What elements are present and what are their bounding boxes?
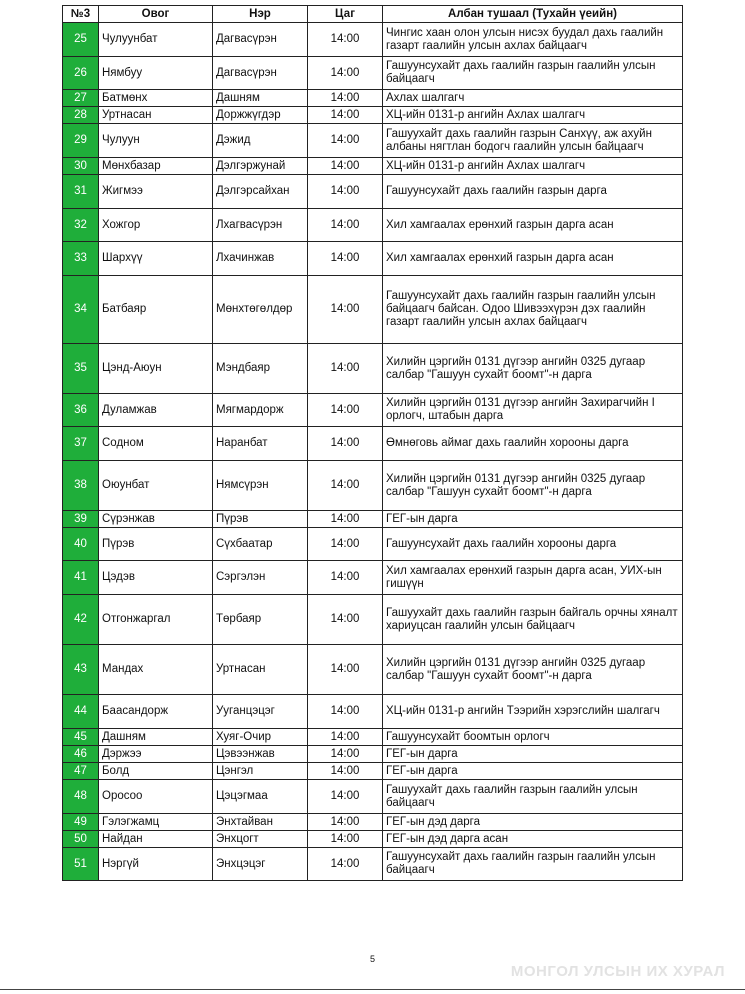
- row-number: 26: [63, 57, 99, 90]
- time-cell: 14:00: [308, 344, 383, 394]
- name-cell: Дагвасүрэн: [213, 23, 308, 57]
- row-number: 42: [63, 595, 99, 645]
- position-cell: Хилийн цэргийн 0131 дүгээр ангийн 0325 дугаар салбар "Гашуун сухайт боомт"-н дарга: [383, 645, 683, 695]
- surname-cell: Мөнхбазар: [99, 158, 213, 175]
- name-cell: Дэжид: [213, 124, 308, 158]
- time-cell: 14:00: [308, 511, 383, 528]
- time-cell: 14:00: [308, 763, 383, 780]
- table-row: [63, 394, 683, 427]
- name-cell: Пүрэв: [213, 511, 308, 528]
- surname-cell: Дэржээ: [99, 746, 213, 763]
- row-number: 37: [63, 427, 99, 461]
- name-cell: Цэцэгмаа: [213, 780, 308, 814]
- table-row: [63, 528, 683, 561]
- surname-cell: Шархүү: [99, 242, 213, 276]
- row-number: 33: [63, 242, 99, 276]
- row-number: 36: [63, 394, 99, 427]
- name-cell: Ууганцэцэг: [213, 695, 308, 729]
- row-number: 49: [63, 814, 99, 831]
- row-number: 50: [63, 831, 99, 848]
- row-number: 31: [63, 175, 99, 209]
- name-cell: Доржжүгдэр: [213, 107, 308, 124]
- table-row: [63, 595, 683, 645]
- time-cell: 14:00: [308, 461, 383, 511]
- row-number: 25: [63, 23, 99, 57]
- position-cell: Гашуунсухайт дахь гаалийн газрын гаалийн улсын байцаагч байсан. Одоо Шивээхүрэн дэх гаалийн газарт гаалийн улсын ахлах байцаагч: [383, 276, 683, 344]
- name-cell: Нямсүрэн: [213, 461, 308, 511]
- table-row: [63, 511, 683, 528]
- row-number: 48: [63, 780, 99, 814]
- name-cell: Энхцэцэг: [213, 848, 308, 881]
- surname-cell: Нямбуу: [99, 57, 213, 90]
- surname-cell: Найдан: [99, 831, 213, 848]
- header-number: №3: [63, 6, 99, 23]
- position-cell: Гашуухайт дахь гаалийн газрын гаалийн улсын байцаагч: [383, 780, 683, 814]
- row-number: 39: [63, 511, 99, 528]
- position-cell: Гашуунсухайт дахь гаалийн газрын дарга: [383, 175, 683, 209]
- time-cell: 14:00: [308, 57, 383, 90]
- surname-cell: Баасандорж: [99, 695, 213, 729]
- name-cell: Сэргэлэн: [213, 561, 308, 595]
- surname-cell: Цэнд-Аюун: [99, 344, 213, 394]
- table-row: [63, 814, 683, 831]
- table-row: [63, 848, 683, 881]
- name-cell: Дашням: [213, 90, 308, 107]
- surname-cell: Пүрэв: [99, 528, 213, 561]
- position-cell: ХЦ-ийн 0131-р ангийн Ахлах шалгагч: [383, 158, 683, 175]
- position-cell: Гашуунсухайт дахь гаалийн хорооны дарга: [383, 528, 683, 561]
- table-row: [63, 831, 683, 848]
- time-cell: 14:00: [308, 90, 383, 107]
- table-row: [63, 276, 683, 344]
- time-cell: 14:00: [308, 427, 383, 461]
- surname-cell: Нэргүй: [99, 848, 213, 881]
- table-row: [63, 344, 683, 394]
- table-row: [63, 107, 683, 124]
- name-cell: Уртнасан: [213, 645, 308, 695]
- header-position: Албан тушаал (Тухайн үеийн): [383, 6, 683, 23]
- table-row: [63, 57, 683, 90]
- row-number: 29: [63, 124, 99, 158]
- name-cell: Цэнгэл: [213, 763, 308, 780]
- table-row: [63, 23, 683, 57]
- surname-cell: Сүрэнжав: [99, 511, 213, 528]
- surname-cell: Оюунбат: [99, 461, 213, 511]
- time-cell: 14:00: [308, 528, 383, 561]
- surname-cell: Жигмээ: [99, 175, 213, 209]
- surname-cell: Гэлэгжамц: [99, 814, 213, 831]
- table-header-row: [63, 6, 683, 23]
- row-number: 34: [63, 276, 99, 344]
- position-cell: ГЕГ-ын дарга: [383, 511, 683, 528]
- position-cell: ХЦ-ийн 0131-р ангийн Ахлах шалгагч: [383, 107, 683, 124]
- surname-cell: Хожгор: [99, 209, 213, 242]
- time-cell: 14:00: [308, 831, 383, 848]
- surname-cell: Цэдэв: [99, 561, 213, 595]
- header-name: Нэр: [213, 6, 308, 23]
- surname-cell: Чулуун: [99, 124, 213, 158]
- time-cell: 14:00: [308, 175, 383, 209]
- table-row: [63, 461, 683, 511]
- header-surname: Овог: [99, 6, 213, 23]
- position-cell: Ахлах шалгагч: [383, 90, 683, 107]
- position-cell: Гашуухайт дахь гаалийн газрын Санхүү, аж ахуйн албаны нягтлан бодогч гаалийн улсын байцаагч: [383, 124, 683, 158]
- name-cell: Энхтайван: [213, 814, 308, 831]
- time-cell: 14:00: [308, 595, 383, 645]
- row-number: 35: [63, 344, 99, 394]
- surname-cell: Чулуунбат: [99, 23, 213, 57]
- surname-cell: Отгонжаргал: [99, 595, 213, 645]
- time-cell: 14:00: [308, 23, 383, 57]
- position-cell: Хилийн цэргийн 0131 дүгээр ангийн Захирагчийн I орлогч, штабын дарга: [383, 394, 683, 427]
- position-cell: Хил хамгаалах ерөнхий газрын дарга асан: [383, 209, 683, 242]
- table-body: [63, 23, 683, 881]
- time-cell: 14:00: [308, 276, 383, 344]
- row-number: 38: [63, 461, 99, 511]
- table-row: [63, 645, 683, 695]
- position-cell: Хил хамгаалах ерөнхий газрын дарга асан: [383, 242, 683, 276]
- table-row: [63, 729, 683, 746]
- row-number: 43: [63, 645, 99, 695]
- time-cell: 14:00: [308, 209, 383, 242]
- bottom-rule: [0, 989, 745, 990]
- header-time: Цаг: [308, 6, 383, 23]
- name-cell: Лхагвасүрэн: [213, 209, 308, 242]
- name-cell: Дэлгэрсайхан: [213, 175, 308, 209]
- table-row: [63, 695, 683, 729]
- surname-cell: Батмөнх: [99, 90, 213, 107]
- time-cell: 14:00: [308, 158, 383, 175]
- time-cell: 14:00: [308, 848, 383, 881]
- time-cell: 14:00: [308, 814, 383, 831]
- table-row: [63, 763, 683, 780]
- name-cell: Төрбаяр: [213, 595, 308, 645]
- name-cell: Дэлгэржунай: [213, 158, 308, 175]
- name-cell: Цэвээнжав: [213, 746, 308, 763]
- position-cell: ГЕГ-ын дарга: [383, 763, 683, 780]
- row-number: 32: [63, 209, 99, 242]
- surname-cell: Уртнасан: [99, 107, 213, 124]
- position-cell: Хил хамгаалах ерөнхий газрын дарга асан, УИХ-ын гишүүн: [383, 561, 683, 595]
- surname-cell: Болд: [99, 763, 213, 780]
- page-number: 5: [369, 954, 375, 964]
- position-cell: Гашуунсухайт дахь гаалийн газрын гаалийн улсын байцаагч: [383, 848, 683, 881]
- name-cell: Мөнхтөгөлдөр: [213, 276, 308, 344]
- row-number: 28: [63, 107, 99, 124]
- time-cell: 14:00: [308, 695, 383, 729]
- table-row: [63, 209, 683, 242]
- table-row: [63, 780, 683, 814]
- row-number: 30: [63, 158, 99, 175]
- name-cell: Лхачинжав: [213, 242, 308, 276]
- name-cell: Наранбат: [213, 427, 308, 461]
- position-cell: Хилийн цэргийн 0131 дүгээр ангийн 0325 дугаар салбар "Гашуун сухайт боомт"-н дарга: [383, 344, 683, 394]
- time-cell: 14:00: [308, 561, 383, 595]
- name-cell: Дагвасүрэн: [213, 57, 308, 90]
- table-row: [63, 90, 683, 107]
- position-cell: ГЕГ-ын дэд дарга асан: [383, 831, 683, 848]
- surname-cell: Оросоо: [99, 780, 213, 814]
- table-row: [63, 124, 683, 158]
- position-cell: Гашуунсухайт боомтын орлогч: [383, 729, 683, 746]
- name-cell: Мягмардорж: [213, 394, 308, 427]
- table-row: [63, 175, 683, 209]
- surname-cell: Дуламжав: [99, 394, 213, 427]
- position-cell: Гашуухайт дахь гаалийн газрын байгаль орчны хяналт хариуцсан гаалийн улсын байцаагч: [383, 595, 683, 645]
- surname-cell: Батбаяр: [99, 276, 213, 344]
- row-number: 51: [63, 848, 99, 881]
- position-cell: ГЕГ-ын дэд дарга: [383, 814, 683, 831]
- time-cell: 14:00: [308, 729, 383, 746]
- row-number: 40: [63, 528, 99, 561]
- time-cell: 14:00: [308, 242, 383, 276]
- surname-cell: Мандах: [99, 645, 213, 695]
- watermark: МОНГОЛ УЛСЫН ИХ ХУРАЛ: [510, 963, 725, 980]
- position-cell: ГЕГ-ын дарга: [383, 746, 683, 763]
- time-cell: 14:00: [308, 746, 383, 763]
- table-row: [63, 242, 683, 276]
- time-cell: 14:00: [308, 780, 383, 814]
- surname-cell: Содном: [99, 427, 213, 461]
- position-cell: Хилийн цэргийн 0131 дүгээр ангийн 0325 дугаар салбар "Гашуун сухайт боомт"-н дарга: [383, 461, 683, 511]
- table-row: [63, 158, 683, 175]
- time-cell: 14:00: [308, 394, 383, 427]
- row-number: 44: [63, 695, 99, 729]
- position-cell: Өмнөговь аймаг дахь гаалийн хорооны дарга: [383, 427, 683, 461]
- table-row: [63, 427, 683, 461]
- time-cell: 14:00: [308, 645, 383, 695]
- table-row: [63, 746, 683, 763]
- name-cell: Хуяг-Очир: [213, 729, 308, 746]
- row-number: 41: [63, 561, 99, 595]
- row-number: 27: [63, 90, 99, 107]
- name-cell: Мэндбаяр: [213, 344, 308, 394]
- time-cell: 14:00: [308, 124, 383, 158]
- table-row: [63, 561, 683, 595]
- surname-cell: Дашням: [99, 729, 213, 746]
- name-cell: Сүхбаатар: [213, 528, 308, 561]
- name-cell: Энхцогт: [213, 831, 308, 848]
- row-number: 45: [63, 729, 99, 746]
- position-cell: ХЦ-ийн 0131-р ангийн Тээрийн хэрэгслийн шалгагч: [383, 695, 683, 729]
- roster-table: [62, 5, 683, 881]
- time-cell: 14:00: [308, 107, 383, 124]
- row-number: 46: [63, 746, 99, 763]
- position-cell: Чингис хаан олон улсын нисэх буудал дахь гаалийн газарт гаалийн улсын ахлах байцаагч: [383, 23, 683, 57]
- row-number: 47: [63, 763, 99, 780]
- position-cell: Гашуунсухайт дахь гаалийн газрын гаалийн улсын байцаагч: [383, 57, 683, 90]
